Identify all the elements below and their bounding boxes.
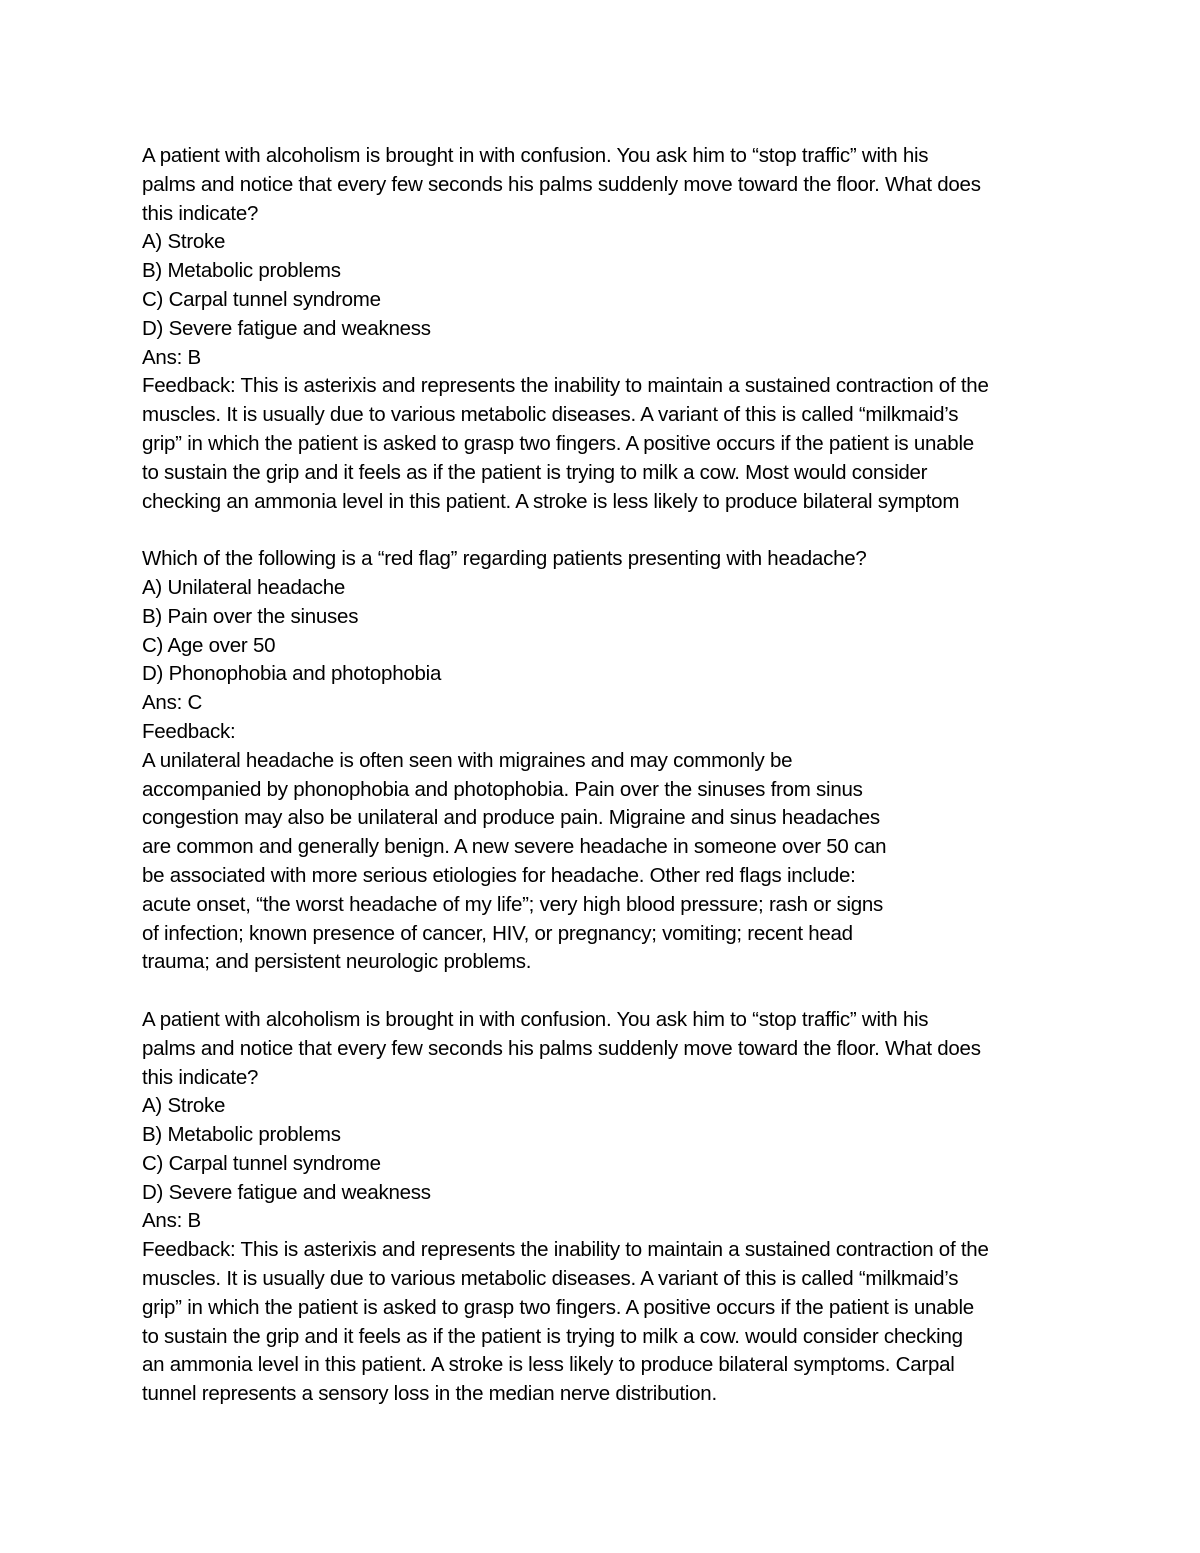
question-stem-line: this indicate? [142, 201, 259, 225]
feedback-line: muscles. It is usually due to various metabolic diseases. A variant of this is called “milkmaid’s [142, 403, 959, 427]
feedback-line: be associated with more serious etiologies for headache. Other red flags include: [142, 863, 856, 887]
question-3 [142, 1006, 1072, 1409]
question-stem-line: palms and notice that every few seconds his palms suddenly move toward the floor. What does [142, 1036, 981, 1060]
answer-option-a: A) Stroke [142, 230, 226, 254]
answer-key: Ans: B [142, 1209, 201, 1233]
answer-option-b: B) Metabolic problems [142, 259, 341, 283]
question-1 [142, 142, 1072, 516]
answer-option-b: B) Pain over the sinuses [142, 604, 359, 628]
paragraph-spacer [142, 516, 1072, 545]
feedback-line: accompanied by phonophobia and photophobia. Pain over the sinuses from sinus [142, 777, 863, 801]
answer-option-d: D) Phonophobia and photophobia [142, 662, 442, 686]
answer-option-a: A) Stroke [142, 1094, 226, 1118]
document-body [142, 142, 1072, 1409]
feedback-line: to sustain the grip and it feels as if the patient is trying to milk a cow. Most would consider [142, 460, 928, 484]
question-stem-line: Which of the following is a “red flag” regarding patients presenting with headache? [142, 547, 867, 571]
answer-option-c: C) Age over 50 [142, 633, 276, 657]
feedback-line: trauma; and persistent neurologic problems. [142, 950, 532, 974]
answer-option-d: D) Severe fatigue and weakness [142, 1180, 431, 1204]
answer-option-d: D) Severe fatigue and weakness [142, 316, 431, 340]
question-2 [142, 545, 1072, 977]
answer-option-a: A) Unilateral headache [142, 575, 346, 599]
paragraph-spacer [142, 977, 1072, 1006]
answer-key: Ans: B [142, 345, 201, 369]
answer-option-c: C) Carpal tunnel syndrome [142, 287, 381, 311]
feedback-line: are common and generally benign. A new severe headache in someone over 50 can [142, 835, 887, 859]
feedback-line: grip” in which the patient is asked to grasp two fingers. A positive occurs if the patient is unable [142, 431, 974, 455]
feedback-line: Feedback: [142, 719, 236, 743]
feedback-line: tunnel represents a sensory loss in the median nerve distribution. [142, 1382, 717, 1406]
feedback-line: to sustain the grip and it feels as if the patient is trying to milk a cow. would consider checking [142, 1324, 963, 1348]
feedback-line: of infection; known presence of cancer, HIV, or pregnancy; vomiting; recent head [142, 921, 853, 945]
feedback-line: an ammonia level in this patient. A stroke is less likely to produce bilateral symptoms. Carpal [142, 1353, 955, 1377]
feedback-line: Feedback: This is asterixis and represents the inability to maintain a sustained contraction of the [142, 374, 989, 398]
feedback-line: Feedback: This is asterixis and represents the inability to maintain a sustained contraction of the [142, 1238, 989, 1262]
answer-option-c: C) Carpal tunnel syndrome [142, 1151, 381, 1175]
question-stem-line: A patient with alcoholism is brought in with confusion. You ask him to “stop traffic” with his [142, 144, 929, 167]
feedback-line: A unilateral headache is often seen with migraines and may commonly be [142, 748, 793, 772]
feedback-line: grip” in which the patient is asked to grasp two fingers. A positive occurs if the patient is unable [142, 1295, 974, 1319]
question-stem-line: A patient with alcoholism is brought in with confusion. You ask him to “stop traffic” with his [142, 1007, 929, 1031]
answer-option-b: B) Metabolic problems [142, 1123, 341, 1147]
question-stem-line: this indicate? [142, 1065, 259, 1089]
feedback-line: checking an ammonia level in this patient. A stroke is less likely to produce bilateral symptom [142, 489, 960, 513]
feedback-line: acute onset, “the worst headache of my life”; very high blood pressure; rash or signs [142, 892, 884, 916]
feedback-line: congestion may also be unilateral and produce pain. Migraine and sinus headaches [142, 806, 880, 830]
question-stem-line: palms and notice that every few seconds his palms suddenly move toward the floor. What does [142, 172, 981, 196]
answer-key: Ans: C [142, 691, 203, 715]
feedback-line: muscles. It is usually due to various metabolic diseases. A variant of this is called “milkmaid’s [142, 1267, 959, 1291]
